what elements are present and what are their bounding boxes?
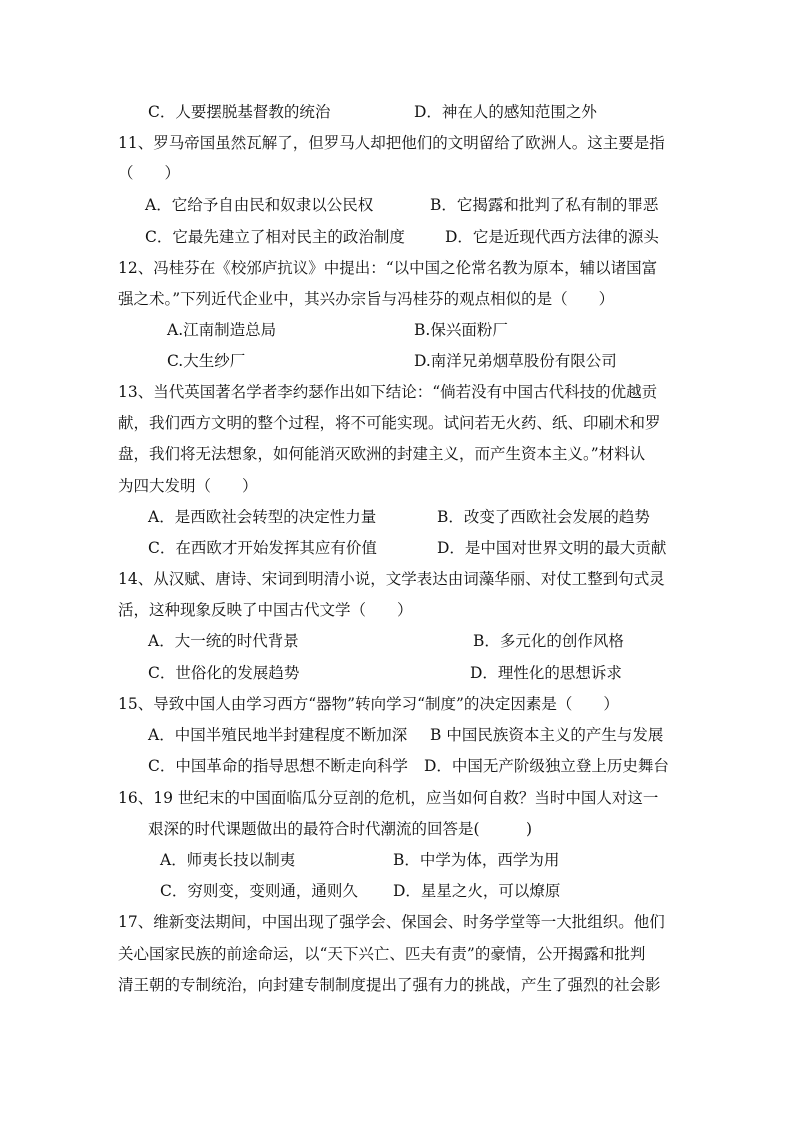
question-13: 13、当代英国著名学者李约瑟作出如下结论：“倘若没有中国古代科技的优越贡: [118, 383, 658, 401]
q11-option-c: C．它最先建立了相对民主的政治制度: [145, 228, 405, 246]
question-17-cont-1: 关心国家民族的前途命运，以“天下兴亡、匹夫有责”的豪情，公开揭露和批判: [118, 945, 646, 963]
question-17: 17、维新变法期间，中国出现了强学会、保国会、时务学堂等一大批组织。他们: [118, 913, 665, 931]
question-12: 12、冯桂芬在《校邠庐抗议》中提出：“以中国之伦常名教为原本，辅以诸国富: [118, 259, 658, 277]
question-16: 16、19 世纪末的中国面临瓜分豆剖的危机，应当如何自救？当时中国人对这一: [118, 789, 659, 807]
q15-option-d: D．中国无产阶级独立登上历史舞台: [424, 757, 669, 775]
question-13-cont-3: 为四大发明（ ）: [118, 477, 258, 495]
q16-option-b: B．中学为体，西学为用: [393, 851, 560, 869]
question-15: 15、导致中国人由学习西方“器物”转向学习“制度”的决定因素是（ ）: [118, 695, 619, 713]
q12-option-d: D.南洋兄弟烟草股份有限公司: [414, 352, 617, 370]
q11-option-d: D．它是近现代西方法律的源头: [445, 228, 659, 246]
question-11-answer-blank: （ ）: [118, 164, 181, 182]
question-12-cont: 强之术。”下列近代企业中，其兴办宗旨与冯桂芬的观点相似的是（ ）: [118, 290, 615, 308]
q14-option-c: C．世俗化的发展趋势: [148, 664, 300, 682]
question-16-cont: 艰深的时代课题做出的最符合时代潮流的回答是( ): [148, 820, 533, 838]
question-13-cont-1: 献，我们西方文明的整个过程，将不可能实现。试问若无火药、纸、印刷术和罗: [118, 414, 661, 432]
question-17-cont-2: 清王朝的专制统治，向封建专制制度提出了强有力的挑战，产生了强烈的社会影: [118, 976, 661, 994]
q14-option-a: A．大一统的时代背景: [148, 632, 299, 650]
q15-option-c: C．中国革命的指导思想不断走向科学: [148, 757, 408, 775]
q14-option-b: B．多元化的创作风格: [473, 632, 624, 650]
q13-option-d: D．是中国对世界文明的最大贡献: [437, 539, 667, 557]
q10-option-c: C．人要摆脱基督教的统治: [148, 103, 331, 121]
q12-option-b: B.保兴面粉厂: [414, 321, 508, 339]
q13-option-a: A．是西欧社会转型的决定性力量: [148, 508, 377, 526]
question-14: 14、从汉赋、唐诗、宋词到明清小说，文学表达由词藻华丽、对仗工整到句式灵: [118, 570, 665, 588]
q15-option-a: A．中国半殖民地半封建程度不断加深: [148, 726, 408, 744]
q12-option-a: A.江南制造总局: [167, 321, 277, 339]
q16-option-a: A．师夷长技以制夷: [160, 851, 296, 869]
q12-option-c: C.大生纱厂: [167, 352, 246, 370]
q16-option-d: D．星星之火，可以燎原: [393, 882, 561, 900]
q10-option-d: D．神在人的感知范围之外: [414, 103, 597, 121]
question-13-cont-2: 盘，我们将无法想象，如何能消灭欧洲的封建主义，而产生资本主义。”材料认: [118, 445, 646, 463]
q11-option-a: A．它给予自由民和奴隶以公民权: [145, 196, 374, 214]
q14-option-d: D．理性化的思想诉求: [470, 664, 622, 682]
q13-option-c: C．在西欧才开始发挥其应有价值: [148, 539, 377, 557]
question-14-cont: 活，这种现象反映了中国古代文学（ ）: [118, 601, 413, 619]
q13-option-b: B．改变了西欧社会发展的趋势: [437, 508, 650, 526]
question-11: 11、罗马帝国虽然瓦解了，但罗马人却把他们的文明留给了欧洲人。这主要是指: [118, 134, 665, 152]
q11-option-b: B．它揭露和批判了私有制的罪恶: [430, 196, 659, 214]
q16-option-c: C．穷则变，变则通，通则久: [160, 882, 358, 900]
q15-option-b: B 中国民族资本主义的产生与发展: [430, 726, 664, 744]
